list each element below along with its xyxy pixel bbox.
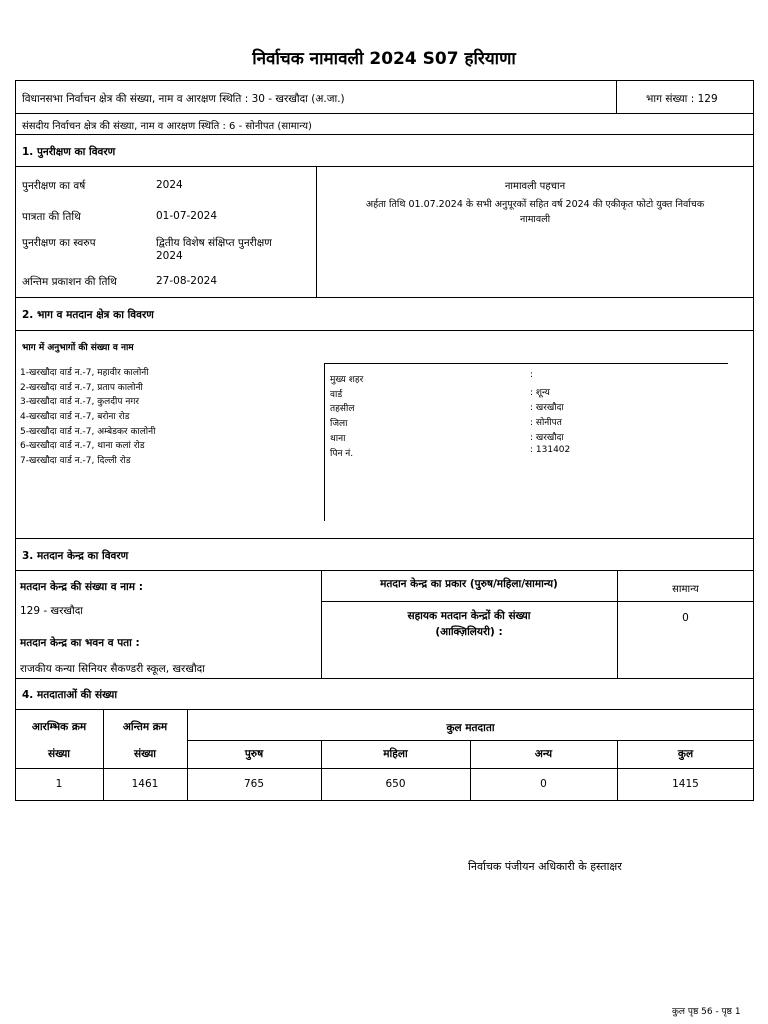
aux-stations-value: 0	[682, 612, 689, 624]
section-item: 3-खरखौदा वार्ड न.-7, कुलदीप नगर	[20, 397, 140, 407]
sections-subheading: भाग में अनुभागों की संख्या व नाम	[22, 343, 134, 353]
section4-heading: 4. मतदाताओं की संख्या	[22, 689, 118, 701]
revision-type-value-year: 2024	[156, 250, 183, 262]
aux-stations-label: सहायक मतदान केन्द्रों की संख्या	[407, 610, 531, 622]
page-footer: कुल पृष्ठ 56 - पृष्ठ 1	[672, 1007, 741, 1017]
final-publication-label: अन्तिम प्रकाशन की तिथि	[22, 276, 117, 288]
section1-heading: 1. पुनरीक्षण का विवरण	[22, 146, 116, 158]
end-serial-header-2: संख्या	[133, 748, 157, 760]
male-count: 765	[243, 778, 265, 790]
other-count: 0	[540, 778, 547, 790]
page-title: निर्वाचक नामावली 2024 S07 हरियाणा	[252, 49, 516, 69]
main-city-label: मुख्य शहर	[330, 375, 364, 385]
part-number: भाग संख्या : 129	[646, 93, 718, 105]
header-divider	[616, 80, 617, 113]
main-city-value: :	[530, 370, 534, 380]
row-divider	[15, 166, 754, 167]
row-divider	[15, 538, 754, 539]
details-top-line	[324, 363, 728, 364]
row-divider	[15, 570, 754, 571]
district-value: : सोनीपत	[530, 418, 562, 428]
revision-year-label: पुनरीक्षण का वर्ष	[22, 180, 86, 192]
section-item: 5-खरखौदा वार्ड न.-7, अम्बेडकर कालोनी	[20, 427, 156, 437]
tehsil-value: : खरखौदा	[530, 403, 564, 413]
section-item: 7-खरखौदा वार्ड न.-7, दिल्ली रोड	[20, 456, 131, 466]
female-header: महिला	[383, 748, 408, 760]
district-label: जिला	[330, 419, 348, 429]
female-count: 650	[385, 778, 406, 790]
assembly-constituency: विधानसभा निर्वाचन क्षेत्र की संख्या, नाम व आरक्षण स्थिति : 30 - खरखौदा (अ.जा.)	[22, 93, 345, 105]
section3-inner-line	[321, 601, 754, 602]
police-station-value: : खरखौदा	[530, 433, 564, 443]
details-left-line	[324, 363, 325, 521]
pin-code-label: पिन नं.	[330, 449, 354, 459]
end-serial-value: 1461	[131, 778, 159, 790]
ward-label: वार्ड	[330, 390, 343, 400]
eligibility-date-value: 01-07-2024	[156, 210, 218, 222]
start-serial-header: आरम्भिक क्रम	[31, 721, 87, 733]
aux-stations-label-2: (आक्ज़िलियरी) :	[435, 626, 503, 638]
tehsil-label: तहसील	[330, 404, 355, 414]
row-divider	[15, 330, 754, 331]
revision-year-value: 2024	[156, 179, 183, 191]
row-divider	[15, 297, 754, 298]
roll-identification-line1: अर्हता तिथि 01.07.2024 के सभी अनुपूरकों सहित वर्ष 2024 की एकीकृत फोटो युक्त निर्वाचक	[365, 199, 705, 210]
table-line	[15, 768, 754, 769]
station-type-label: मतदान केन्द्र का प्रकार (पुरुष/महिला/सामान्य)	[380, 578, 558, 590]
section-item: 6-खरखौदा वार्ड न.-7, थाना कलां रोड	[20, 441, 145, 451]
male-header: पुरुष	[244, 748, 264, 760]
station-building-value: राजकीय कन्या सिनियर सैकण्डरी स्कूल, खरखौदा	[20, 663, 205, 675]
section2-heading: 2. भाग व मतदान क्षेत्र का विवरण	[22, 309, 154, 321]
revision-type-label: पुनरीक्षण का स्वरुप	[22, 237, 96, 249]
section-item: 2-खरखौदा वार्ड न.-7, प्रताप कालोनी	[20, 383, 143, 393]
roll-identification-title: नामावली पहचान	[504, 181, 566, 192]
total-voters-header: कुल मतदाता	[446, 722, 495, 734]
row-divider	[15, 709, 754, 710]
revision-type-value: द्वितीय विशेष संक्षिप्त पुनरीक्षण	[156, 237, 272, 249]
table-line	[187, 740, 754, 741]
other-header: अन्य	[534, 748, 553, 760]
pin-code-value: : 131402	[530, 445, 571, 455]
eligibility-date-label: पात्रता की तिथि	[22, 211, 81, 223]
signature-label: निर्वाचक पंजीयन अधिकारी के हस्ताक्षर	[468, 860, 622, 873]
station-building-label: मतदान केन्द्र का भवन व पता :	[20, 637, 140, 649]
station-type-value: सामान्य	[672, 584, 699, 595]
roll-identification-line2: नामावली	[519, 214, 551, 225]
ward-value: : शून्य	[530, 388, 550, 398]
row-divider	[15, 134, 754, 135]
row-divider	[15, 113, 754, 114]
end-serial-header: अन्तिम क्रम	[122, 721, 168, 733]
start-serial-header-2: संख्या	[47, 748, 71, 760]
section3-heading: 3. मतदान केन्द्र का विवरण	[22, 550, 129, 562]
section-item: 1-खरखौदा वार्ड न.-7, महावीर कालोनी	[20, 368, 149, 378]
section-item: 4-खरखौदा वार्ड न.-7, बरोना रोड	[20, 412, 130, 422]
station-number-value: 129 - खरखौदा	[20, 605, 83, 617]
station-number-label: मतदान केन्द्र की संख्या व नाम :	[20, 581, 143, 593]
row-divider	[15, 678, 754, 679]
total-header: कुल	[677, 748, 694, 760]
total-count: 1415	[672, 778, 699, 790]
parliamentary-constituency: संसदीय निर्वाचन क्षेत्र की संख्या, नाम व आरक्षण स्थिति : 6 - सोनीपत (सामान्य)	[22, 121, 312, 132]
police-station-label: थाना	[330, 434, 346, 444]
final-publication-value: 27-08-2024	[156, 275, 218, 287]
start-serial-value: 1	[55, 778, 63, 790]
